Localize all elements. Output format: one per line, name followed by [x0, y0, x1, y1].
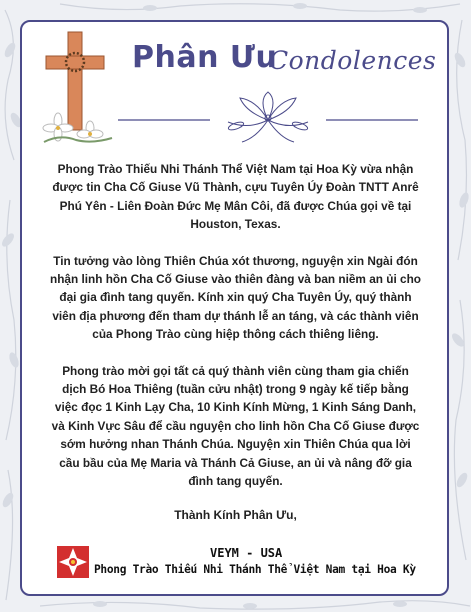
closing-salutation: Thành Kính Phân Ưu,: [174, 508, 297, 522]
cross-icon: [40, 30, 120, 150]
organization-short-name: VEYM - USA: [210, 546, 283, 560]
page-title: Phân Ưu: [132, 40, 278, 75]
floral-ornament-icon: [118, 90, 418, 150]
message-paragraph-prayer: Tin tưởng vào lòng Thiên Chúa xót thương, nguyện xin Ngài đón nhận linh hồn Cha Cố Giuse vào thiên đàng và ban niềm an ủi cho đại gia đình tang quyến. Kính xin quý Cha Tuyên Úy, quý thành viên địa phương đến tham dự thánh lễ an táng, và các thành viên của Phong Trào cùng hiệp thông cách thiêng liêng.: [50, 253, 421, 342]
veym-emblem-icon: [57, 546, 89, 578]
page-subtitle: Condolences: [269, 46, 437, 75]
organization-full-name: Phong Trào Thiếu Nhi Thánh Thể Việt Nam tại Hoa Kỳ: [94, 563, 416, 576]
message-paragraph-announcement: Phong Trào Thiếu Nhi Thánh Thể Việt Nam tại Hoa Kỳ vừa nhận được tin Cha Cố Giuse Vũ Thành, cựu Tuyên Úy Đoàn TNTT Anrê Phú Yên - Liên Đoàn Đức Mẹ Mân Côi, đã được Chúa gọi về tại Houston, Texas.: [52, 162, 419, 232]
condolence-message: [50, 160, 421, 509]
message-paragraph-campaign: Phong trào mời gọi tất cả quý thành viên cùng tham gia chiến dịch Bó Hoa Thiêng (tuần cửu nhật) trong 9 ngày kế tiếp bằng việc đọc 1 Kinh Lạy Cha, 10 Kinh Kính Mừng, 1 Kinh Sáng Danh, và Kinh Vực Sâu để cầu nguyện cho linh hồn Cha Cố Giuse được sớm hưởng nhan Thánh Chúa. Nguyện xin Thiên Chúa qua lời cầu bầu của Mẹ Maria và Thánh Cả Giuse, an ủi và nâng đỡ gia đình tang quyến.: [51, 363, 420, 489]
